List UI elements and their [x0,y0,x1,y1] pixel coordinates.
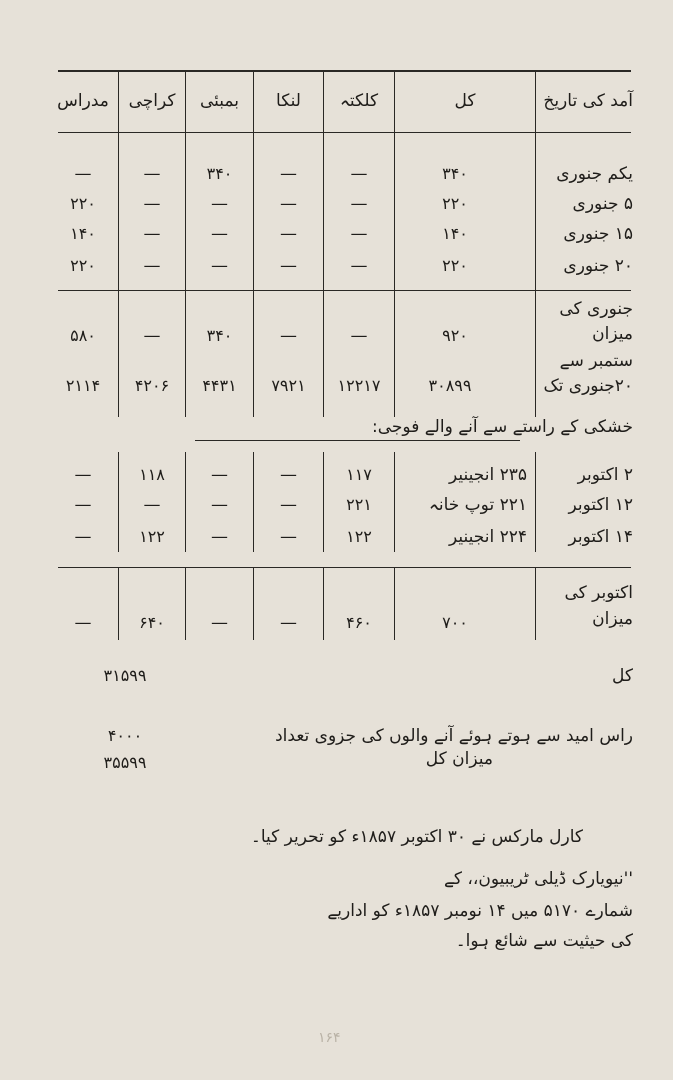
sum-madras: — [74,613,92,633]
row-karachi: — [143,164,161,184]
row-madras: — [74,495,92,515]
row-madras: ۲۲۰ [70,194,96,213]
grand-total-label: میزان کل [425,749,493,769]
sum-madras: ۵۸۰ [70,326,96,345]
column-divider [535,72,536,417]
header-bombay: بمبئی [200,91,239,111]
row-karachi: ۱۱۸ [139,465,165,484]
sum-label: میزان [592,324,633,344]
row-total: ۲۲۰ [442,256,468,275]
row-total: ۲۳۵ انجینیر [448,465,527,485]
table-section-rule [58,567,631,568]
sum-total: ۷۰۰ [442,613,468,632]
sum-karachi: ۴۲۰۶ [134,376,170,395]
column-divider [394,452,395,552]
row-calcutta: — [350,224,368,244]
row-karachi: — [143,495,161,515]
row-lanka: — [280,465,297,485]
sum-karachi: — [143,326,161,346]
row-bombay: — [211,194,228,214]
header-lanka: لنکا [276,91,301,111]
row-date: ۱۵ جنوری [563,224,633,244]
table-header-rule [58,132,631,133]
row-madras: ۱۴۰ [70,224,96,243]
row-calcutta: — [350,194,368,214]
row-madras: ۲۲۰ [70,256,96,275]
row-date: ۱۲ اکتوبر [568,495,633,515]
row-date: یکم جنوری [556,164,633,184]
row-bombay: — [211,527,228,547]
header-date: آمد کی تاریخ [543,91,633,111]
table-section-rule [58,290,631,291]
row-date: ۵ جنوری [572,194,633,214]
row-bombay: — [211,224,228,244]
column-divider [394,72,395,417]
sum-karachi: ۶۴۰ [139,613,165,632]
note-line: شمارے ۵۱۷۰ میں ۱۴ نومبر ۱۸۵۷ء کو اداریے [327,901,633,921]
land-route-underline [195,440,520,441]
header-total: کل [454,91,476,111]
cape-label: راس امید سے ہوتے ہوئے آنے والوں کی جزوی تعداد [275,726,633,746]
kul-label: کل [612,666,633,686]
land-route-title: خشکی کے راستے سے آنے والے فوجی: [372,417,633,437]
row-total: ۱۴۰ [442,224,468,243]
row-total: ۲۲۰ [442,194,468,213]
column-divider [535,568,536,640]
row-total: ۳۴۰ [442,164,468,183]
row-bombay: ۳۴۰ [206,164,233,183]
sum-label: ستمبر سے [559,351,633,371]
column-divider [394,568,395,640]
header-calcutta: کلکتہ [339,91,379,111]
sum-lanka: — [280,326,297,346]
sum-total: ۹۲۰ [442,326,468,345]
row-lanka: — [280,224,297,244]
sum-bombay: ۳۴۰ [206,326,233,345]
sum-calcutta: — [350,326,368,346]
row-date: ۱۴ اکتوبر [568,527,633,547]
row-karachi: ۱۲۲ [139,527,165,546]
row-karachi: — [143,194,161,214]
sum-lanka: — [280,613,297,633]
note-line: کارل مارکس نے ۳۰ اکتوبر ۱۸۵۷ء کو تحریر کیا۔ [250,827,583,847]
column-divider [535,452,536,552]
row-total: ۲۲۱ توپ خانہ [428,495,527,515]
sum-label: اکتوبر کی [564,583,633,603]
header-karachi: کراچی [128,91,176,111]
row-date: ۲۰ جنوری [563,256,633,276]
sum-lanka: ۷۹۲۱ [271,376,306,395]
sum-label: ۲۰جنوری تک [543,376,633,396]
sum-total: ۳۰۸۹۹ [428,376,472,395]
row-calcutta: — [350,256,368,276]
row-total: ۲۲۴ انجینیر [448,527,527,547]
row-date: ۲ اکتوبر [577,465,633,485]
row-madras: — [74,164,92,184]
row-madras: — [74,465,92,485]
row-madras: — [74,527,92,547]
row-calcutta: ۱۲۲ [346,527,372,546]
note-line: ''نیویارک ڈیلی ٹریبیون،، کے [443,869,633,889]
sum-label: جنوری کی [559,299,633,319]
page-number: ۱۶۴ [318,1030,341,1046]
row-bombay: — [211,256,228,276]
kul-value: ۳۱۵۹۹ [103,666,147,685]
sum-calcutta: ۴۶۰ [346,613,372,632]
row-bombay: — [211,465,228,485]
row-lanka: — [280,256,297,276]
sum-bombay: ۴۴۳۱ [202,376,237,395]
grand-total-value: ۳۵۵۹۹ [103,753,147,772]
note-line: کی حیثیت سے شائع ہوا۔ [455,931,633,951]
row-bombay: — [211,495,228,515]
sum-calcutta: ۱۲۲۱۷ [337,376,381,395]
row-lanka: — [280,164,297,184]
row-lanka: — [280,194,297,214]
row-calcutta: ۱۱۷ [346,465,372,484]
header-madras: مدراس [57,91,109,111]
row-karachi: — [143,224,161,244]
sum-label: میزان [592,609,633,629]
row-lanka: — [280,495,297,515]
row-calcutta: — [350,164,368,184]
table-top-rule [58,70,631,72]
row-calcutta: ۲۲۱ [346,495,372,514]
row-lanka: — [280,527,297,547]
sum-madras: ۲۱۱۴ [65,376,101,395]
sum-bombay: — [211,613,228,633]
row-karachi: — [143,256,161,276]
cape-value: ۴۰۰۰ [107,726,143,745]
